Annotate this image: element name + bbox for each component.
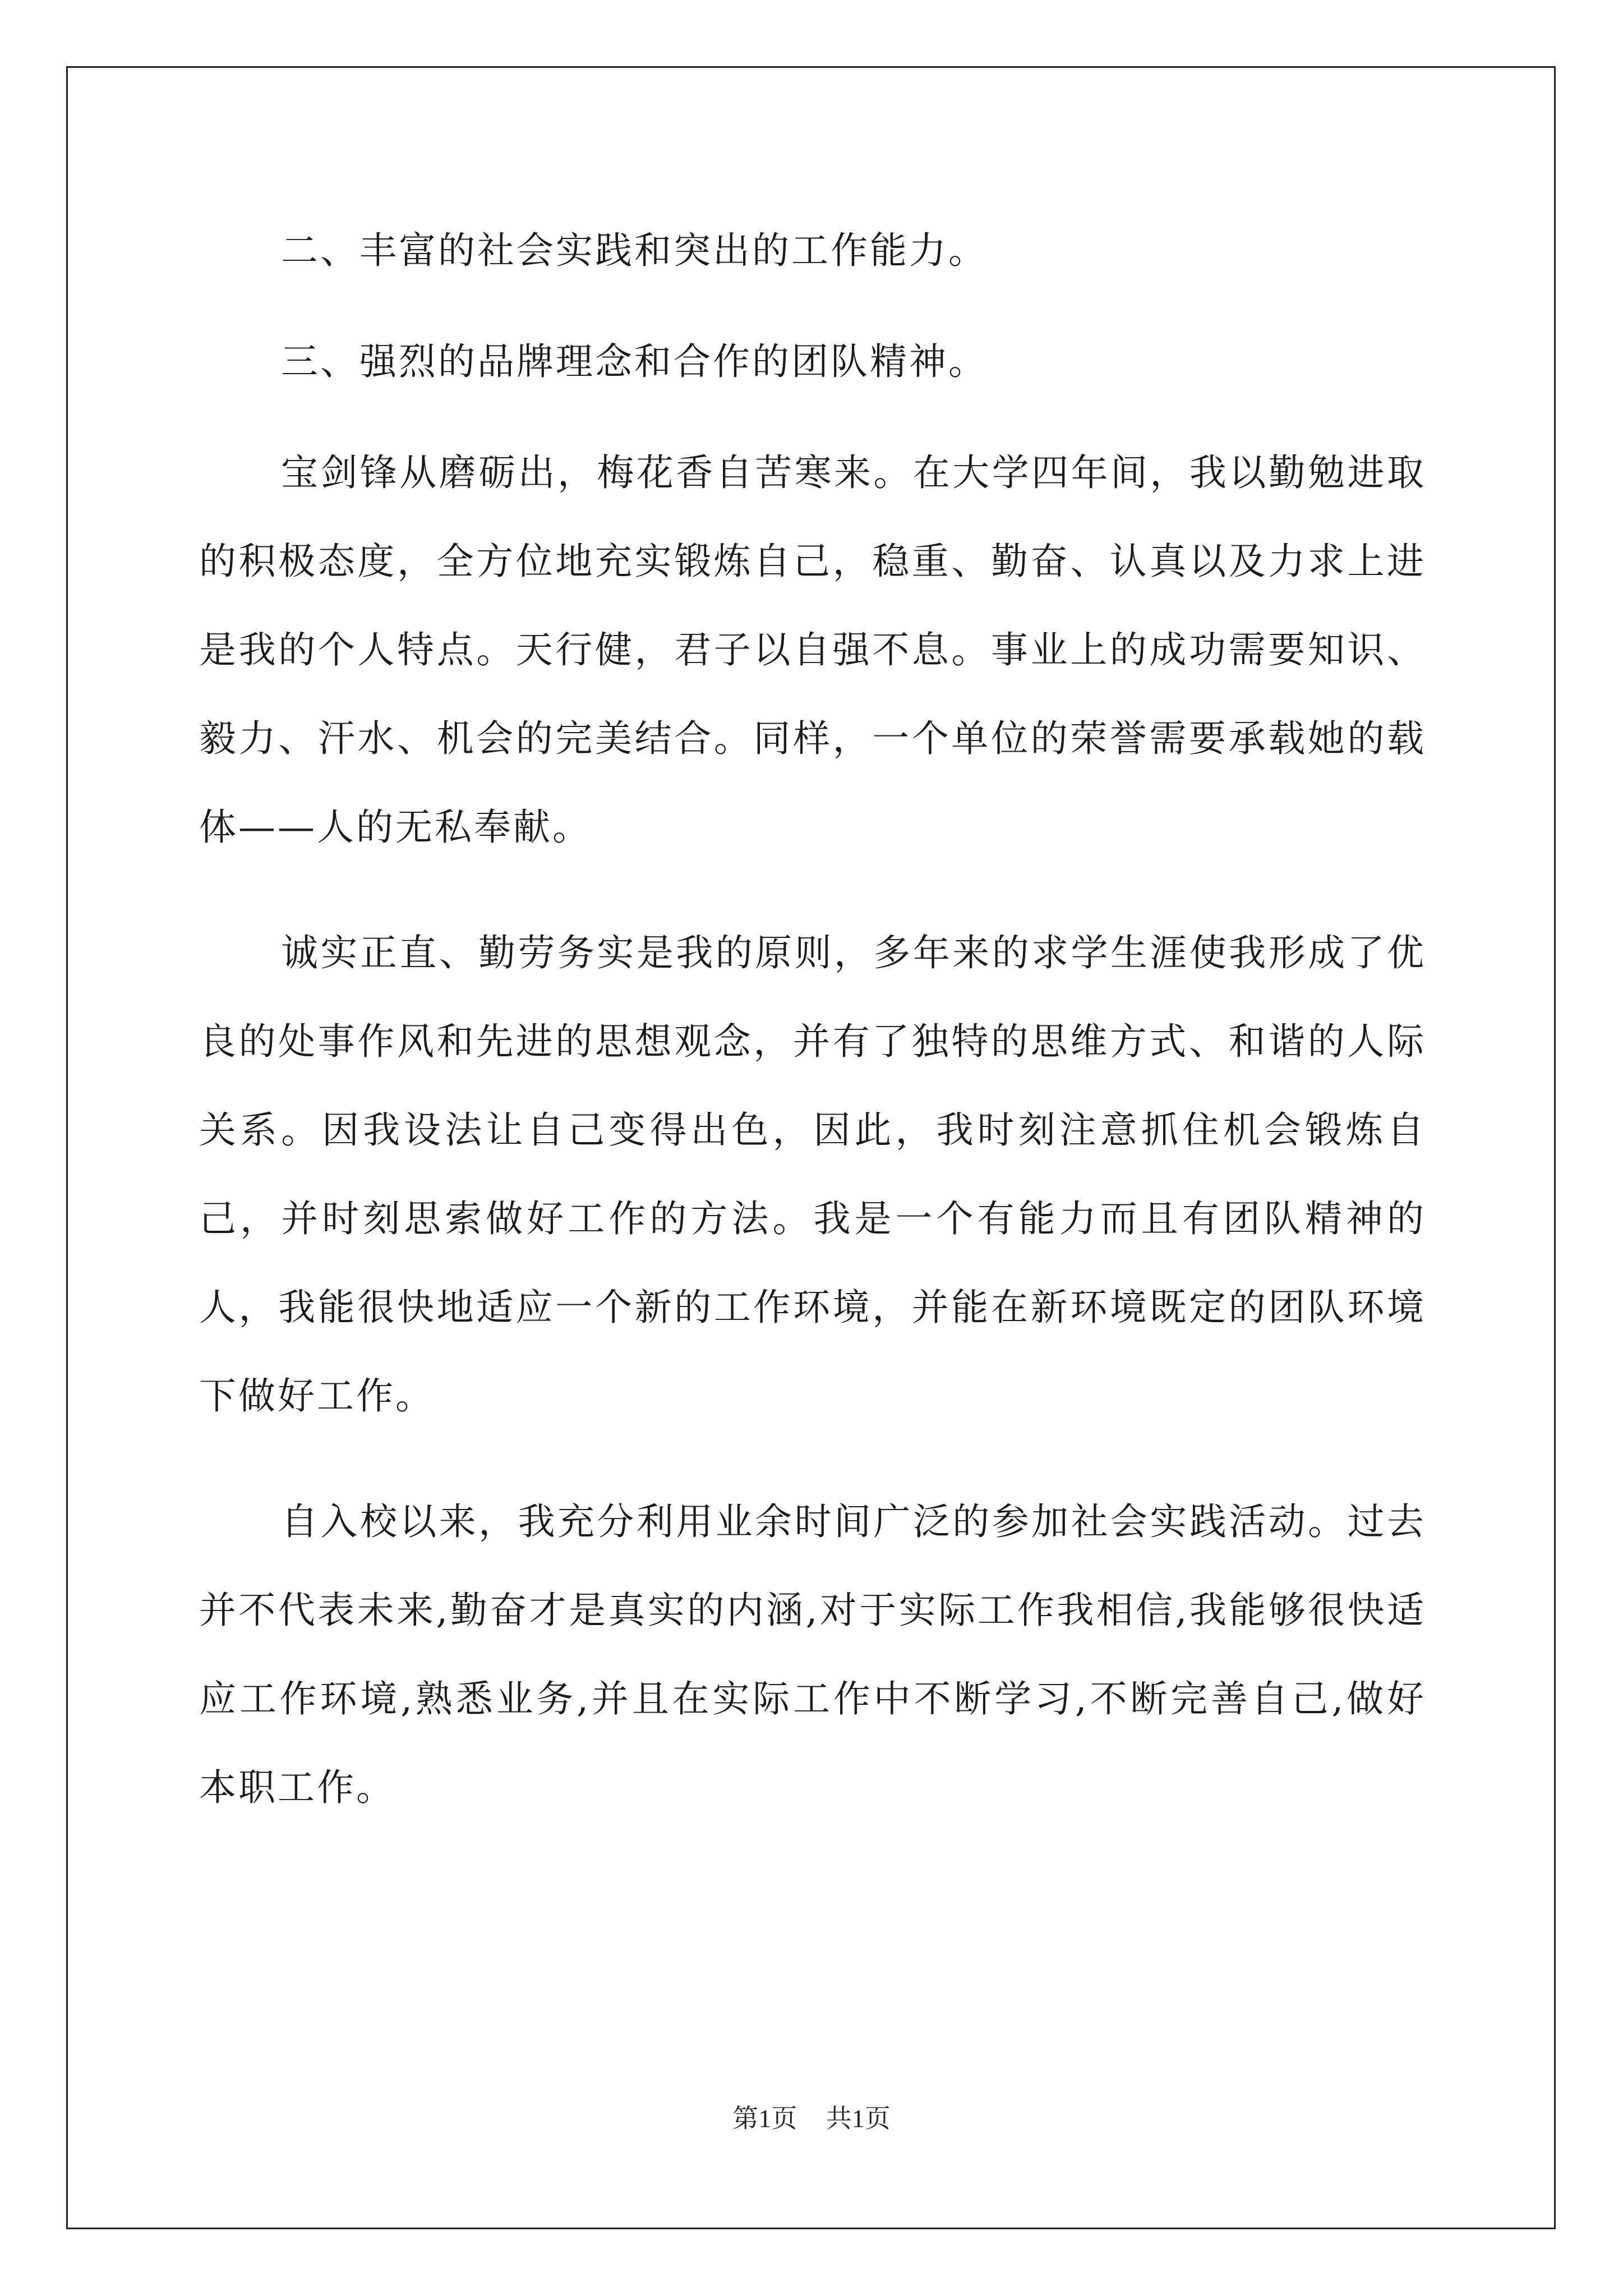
page-total: 共1页 xyxy=(826,2104,891,2133)
paragraph-1: 二、丰富的社会实践和突出的工作能力。 xyxy=(281,229,988,272)
paragraph-5: 自入校以来，我充分利用业余时间广泛的参加社会实践活动。过去并不代表未来,勤奋才是真实的内涵,对于实际工作我相信,我能够很快适应工作环境,熟悉业务,并且在实际工作中不断学习,不断完善自己,做好本职工作。 xyxy=(199,1500,1426,1809)
paragraph-2: 三、强烈的品牌理念和合作的团队精神。 xyxy=(281,340,988,383)
page-footer xyxy=(0,2098,1623,2135)
document-body xyxy=(199,206,1426,1869)
page-number: 第1页 xyxy=(732,2104,797,2133)
paragraph-3: 宝剑锋从磨砺出，梅花香自苦寒来。在大学四年间，我以勤勉进取的积极态度，全方位地充实锻炼自己，稳重、勤奋、认真以及力求上进是我的个人特点。天行健，君子以自强不息。事业上的成功需要知识、毅力、汗水、机会的完美结合。同样，一个单位的荣誉需要承载她的载体——人的无私奉献。 xyxy=(199,451,1426,849)
paragraph-4: 诚实正直、勤劳务实是我的原则，多年来的求学生涯使我形成了优良的处事作风和先进的思想观念，并有了独特的思维方式、和谐的人际关系。因我设法让自己变得出色，因此，我时刻注意抓住机会锻炼自己，并时刻思索做好工作的方法。我是一个有能力而且有团队精神的人，我能很快地适应一个新的工作环境，并能在新环境既定的团队环境下做好工作。 xyxy=(199,931,1426,1418)
